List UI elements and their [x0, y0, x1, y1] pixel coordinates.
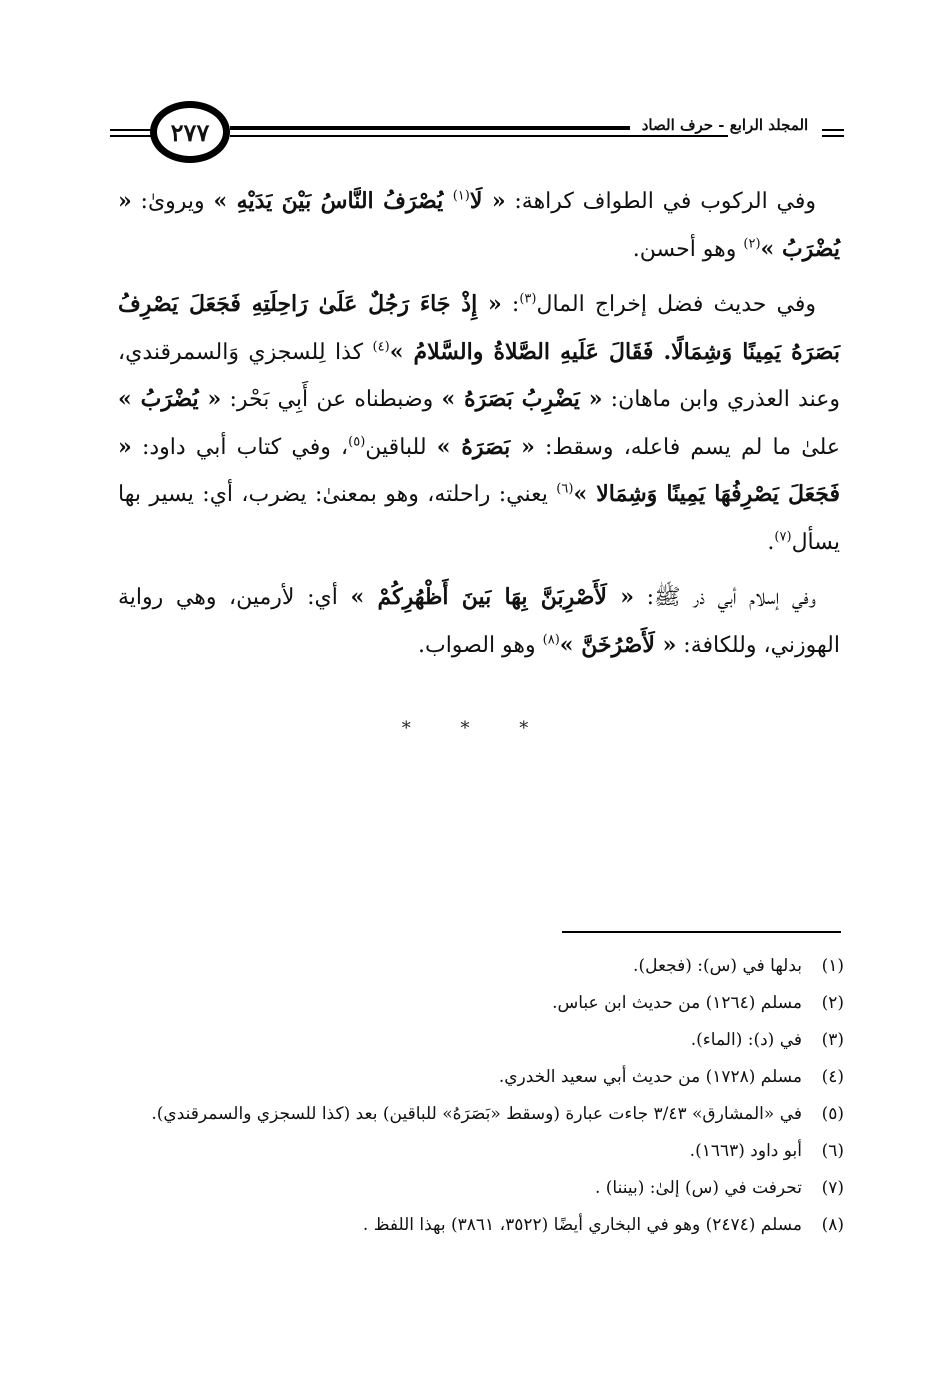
footnote-text: في (د): (الماء).	[690, 1030, 802, 1050]
footnote-ref: (٢)	[743, 236, 761, 252]
hadith-quote: « يُضْرَبُ »	[118, 386, 222, 412]
text: وهو الصواب.	[417, 632, 543, 658]
footnote-number: (١)	[821, 956, 844, 976]
hadith-quote: يُصْرَفُ النَّاسُ بَيْنَ يَدَيْهِ »	[213, 188, 453, 214]
footnote-item	[118, 1059, 844, 1096]
footnote-item	[118, 948, 844, 985]
footnote-text: في «المشارق» ٣/٤٣ جاءت عبارة (وسقط «بَصَرَهُ» للباقين) بعد (كذا للسجزي والسمرقندي).	[151, 1104, 802, 1124]
hadith-quote: « لَأَصْرُخَنَّ »	[559, 631, 677, 658]
paragraph-2	[118, 281, 840, 566]
text: :	[501, 292, 520, 317]
text: للباقين	[365, 434, 437, 460]
footnote-item	[118, 1207, 844, 1244]
footnote-text: مسلم (٢٤٧٤) وهو في البخاري أيضًا (٣٥٢٢، ٣٨٦١) بهذا اللفظ .	[362, 1215, 802, 1235]
footnote-ref: (١)	[452, 188, 470, 204]
text: كذا لِلسجزي وَالسمرقندي، وعند العذري وابن ماهان:	[118, 339, 840, 412]
paragraph-1	[118, 178, 840, 273]
text: وفي الركوب في الطواف كراهة:	[505, 189, 816, 214]
page-header	[110, 98, 840, 168]
footnote-item	[118, 1096, 844, 1133]
footnote-text: مسلم (١٧٢٨) من حديث أبي سعيد الخدري.	[498, 1067, 802, 1087]
text: وهو أحسن.	[632, 236, 744, 262]
text: وضبطناه عن أَبِي بَحْر:	[221, 387, 442, 412]
footnote-number: (٤)	[821, 1067, 844, 1087]
footnotes	[118, 948, 844, 1244]
footnote-text: تحرفت في (س) إلىٰ: (بيننا) .	[594, 1178, 802, 1198]
footnote-number: (٨)	[821, 1215, 844, 1235]
header-rule-left-bottom	[110, 135, 152, 137]
footnote-ref: (٣)	[519, 291, 537, 307]
footnote-number: (٦)	[821, 1141, 844, 1161]
footnote-item	[118, 1170, 844, 1207]
header-rule-left-top	[110, 129, 152, 131]
page-number: ٢٧٧	[170, 117, 210, 147]
running-title: المجلد الرابع - حرف الصاد	[630, 116, 820, 134]
hadith-quote: « بَصَرَهُ »	[436, 433, 535, 460]
header-rule-right-top	[822, 129, 844, 131]
text: ، وفي كتاب أبي داود:	[131, 434, 349, 460]
hadith-quote: « فَجَعَلَ يَصْرِفُهَا يَمِينًا وَشِمَالا »	[118, 433, 840, 507]
footnote-rule	[562, 931, 841, 933]
footnote-text: مسلم (١٢٦٤) من حديث ابن عباس.	[552, 993, 802, 1013]
footnote-number: (٢)	[821, 993, 844, 1013]
hadith-quote: « يُضْرَبُ »	[118, 188, 840, 262]
footnote-ref: (٤)	[372, 339, 390, 355]
text: أي: لأرمين، وهي رواية الهوزني، وللكافة:	[118, 585, 840, 658]
hadith-quote: « يَضْرِبُ بَصَرَهُ »	[441, 386, 603, 412]
text: علىٰ ما لم يسم فاعله، وسقط:	[534, 434, 840, 460]
footnote-ref: (٥)	[348, 434, 366, 450]
hadith-quote: « لَأَصْرِبَنَّ بِهَا بَينَ أَظْهُرِكُمْ »	[350, 584, 634, 610]
paragraph-3	[118, 574, 840, 669]
footnote-item	[118, 1022, 844, 1059]
main-text	[118, 178, 840, 669]
footnote-text: أبو داود (١٦٦٣).	[689, 1141, 802, 1161]
footnote-number: (٣)	[821, 1030, 844, 1050]
footnote-item	[118, 1133, 844, 1170]
hadith-quote: « إِذْ جَاءَ رَجُلٌ عَلَىٰ رَاحِلَتِهِ فَجَعَلَ يَصْرِفُ بَصَرَهُ يَمِينًا وَشِمَالًا. فَقَالَ عَلَيهِ الصَّلاةُ والسَّلامُ »	[118, 291, 841, 365]
footnote-item	[118, 985, 844, 1022]
page-number-badge	[150, 101, 230, 163]
text: .	[767, 529, 775, 555]
header-rule-thin	[230, 135, 728, 137]
text: يعني: راحلته، وهو بمعنىٰ: يضرب، أي: يسير بها يسأل	[118, 482, 840, 555]
hadith-quote: « لَا	[469, 188, 506, 214]
footnote-number: (٧)	[821, 1178, 844, 1198]
text: وفي حديث فضل إخراج المال	[536, 292, 817, 317]
footnote-ref: (٨)	[542, 632, 560, 648]
section-separator: * * *	[401, 718, 551, 739]
footnote-number: (٥)	[821, 1104, 844, 1124]
footnote-ref: (٦)	[556, 481, 574, 497]
footnote-text: بدلها في (س): (فجعل).	[633, 956, 802, 976]
text: ويروىٰ:	[131, 189, 214, 214]
header-rule-right-bottom	[822, 135, 844, 137]
footnote-ref: (٧)	[774, 529, 792, 545]
text: وفي إسلام أبي ذر ﷺ:	[634, 585, 817, 610]
